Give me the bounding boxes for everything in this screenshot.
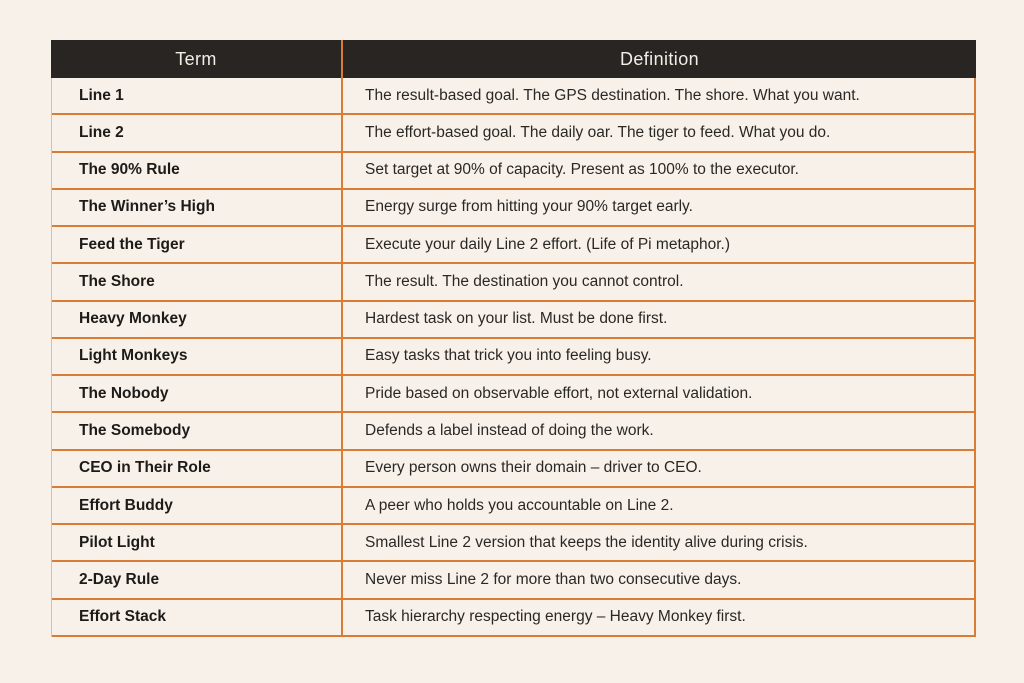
table-row	[52, 302, 974, 339]
definition-cell: The result. The destination you cannot control.	[365, 272, 684, 290]
definition-cell: Hardest task on your list. Must be done first.	[365, 310, 668, 328]
definition-cell: A peer who holds you accountable on Line 2.	[365, 496, 674, 514]
table-row	[52, 190, 974, 227]
table-row	[52, 451, 974, 488]
definition-cell: Defends a label instead of doing the work.	[365, 422, 654, 440]
table-row	[52, 376, 974, 413]
term-cell: The Winner’s High	[52, 190, 343, 225]
column-header-definition: Definition	[619, 48, 700, 69]
definition-cell: The result-based goal. The GPS destination. The shore. What you want.	[365, 86, 860, 104]
term-cell: Feed the Tiger	[52, 227, 343, 262]
term-cell: Light Monkeys	[52, 339, 343, 374]
table-row	[52, 264, 974, 301]
column-header-term: Term	[51, 40, 343, 78]
table-row	[52, 525, 974, 562]
definition-cell: Easy tasks that trick you into feeling busy.	[365, 347, 652, 365]
definition-cell: Energy surge from hitting your 90% target early.	[365, 198, 693, 216]
term-cell: CEO in Their Role	[52, 451, 343, 486]
definition-cell: Set target at 90% of capacity. Present as 100% to the executor.	[365, 161, 799, 179]
definition-cell: Task hierarchy respecting energy – Heavy Monkey first.	[365, 608, 746, 626]
definition-cell: Execute your daily Line 2 effort. (Life of Pi metaphor.)	[365, 235, 731, 253]
table-row	[52, 115, 974, 152]
term-cell: Heavy Monkey	[52, 302, 343, 337]
definition-cell: Never miss Line 2 for more than two consecutive days.	[365, 571, 742, 589]
term-cell: 2-Day Rule	[52, 562, 343, 597]
term-cell: The 90% Rule	[52, 153, 343, 188]
term-cell: The Shore	[52, 264, 343, 299]
term-cell: The Somebody	[52, 413, 343, 448]
term-cell: Effort Stack	[52, 600, 343, 635]
table-body	[51, 78, 976, 637]
definition-cell: Every person owns their domain – driver to CEO.	[365, 459, 702, 477]
glossary-table	[51, 40, 976, 637]
table-row	[52, 339, 974, 376]
term-cell: Line 2	[52, 115, 343, 150]
table-row	[52, 78, 974, 115]
definition-cell: Pride based on observable effort, not external validation.	[365, 384, 753, 402]
term-cell: Effort Buddy	[52, 488, 343, 523]
table-row	[52, 562, 974, 599]
term-cell: Pilot Light	[52, 525, 343, 560]
term-cell: The Nobody	[52, 376, 343, 411]
definition-cell: The effort-based goal. The daily oar. The tiger to feed. What you do.	[365, 123, 831, 141]
table-row	[52, 600, 974, 637]
table-header-row	[51, 40, 976, 78]
table-row	[52, 227, 974, 264]
table-row	[52, 488, 974, 525]
table-row	[52, 153, 974, 190]
definition-cell: Smallest Line 2 version that keeps the identity alive during crisis.	[365, 533, 808, 551]
table-row	[52, 413, 974, 450]
term-cell: Line 1	[52, 78, 343, 113]
